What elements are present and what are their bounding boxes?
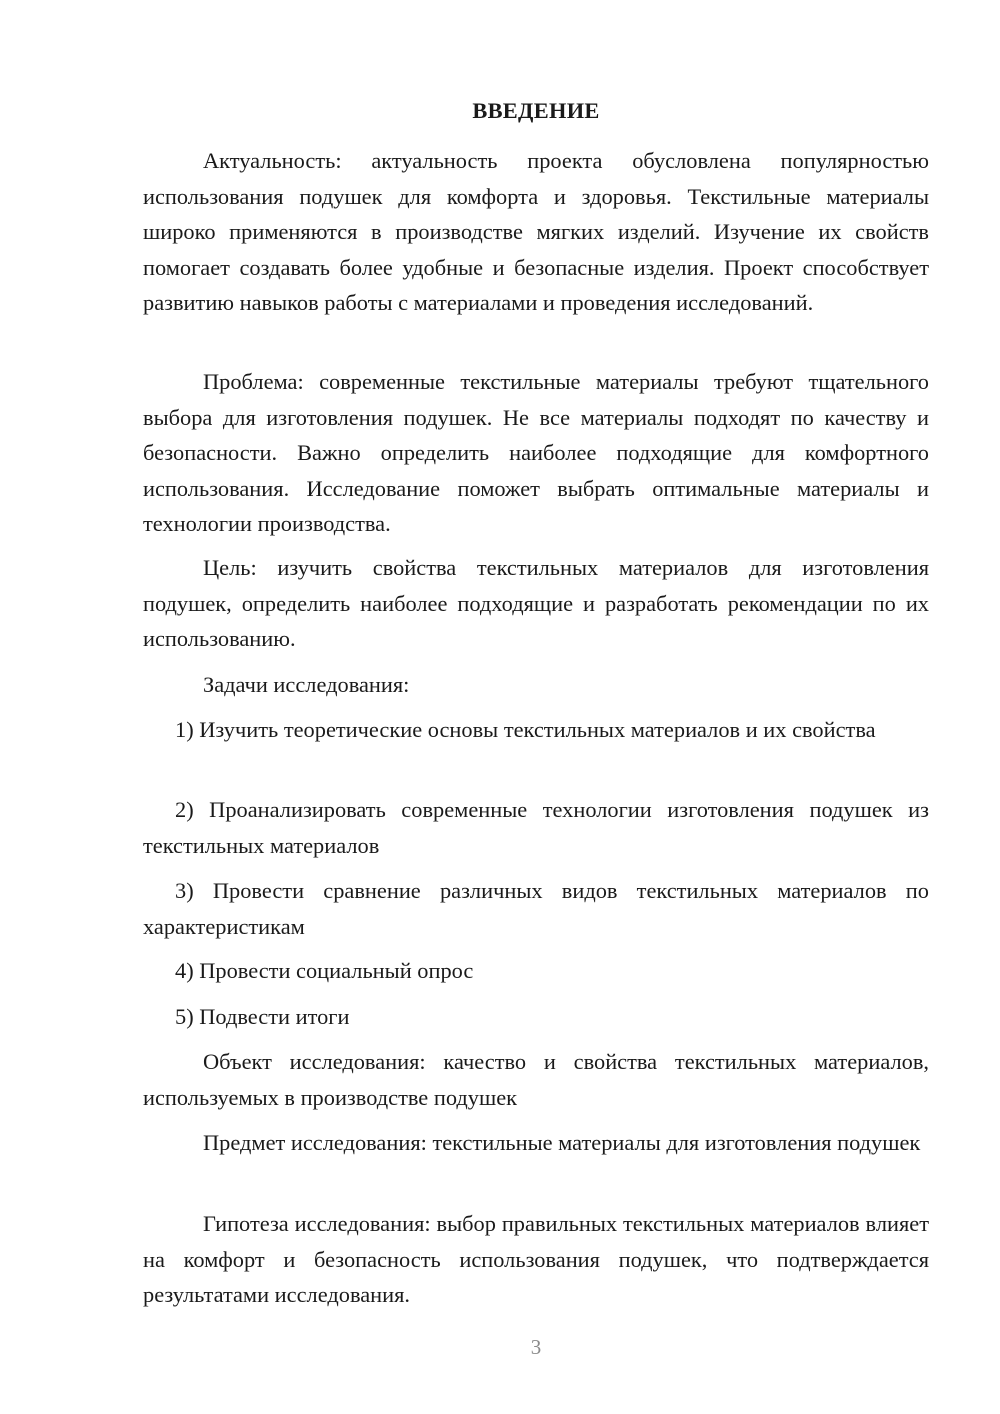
tasks-heading: Задачи исследования: bbox=[203, 672, 410, 697]
goal-paragraph: Цель: изучить свойства текстильных материалов для изготовления подушек, определить наиболее подходящие и разработать рекомендации по их использованию. bbox=[143, 555, 929, 651]
relevance-paragraph: Актуальность: актуальность проекта обусловлена популярностью использования подушек для комфорта и здоровья. Текстильные материалы широко применяются в производстве мягких изделий. Изучение их свойств помогает создавать более удобные и безопасные изделия. Проект способствует развитию навыков работы с материалами и проведения исследований. bbox=[143, 148, 929, 315]
problem-paragraph: Проблема: современные текстильные материалы требуют тщательного выбора для изготовления подушек. Не все материалы подходят по качеству и безопасности. Важно определить наиболее подходящие для комфортного использования. Исследование поможет выбрать оптимальные материалы и технологии производства. bbox=[143, 369, 929, 536]
object-paragraph: Объект исследования: качество и свойства текстильных материалов, используемых в производстве подушек bbox=[143, 1049, 929, 1110]
task-item-3: 3) Провести сравнение различных видов текстильных материалов по характеристикам bbox=[143, 878, 929, 939]
hypothesis-paragraph: Гипотеза исследования: выбор правильных текстильных материалов влияет на комфорт и безопасность использования подушек, что подтверждается результатами исследования. bbox=[143, 1211, 929, 1307]
task-item-1: 1) Изучить теоретические основы текстильных материалов и их свойства bbox=[175, 717, 876, 742]
subject-paragraph: Предмет исследования: текстильные материалы для изготовления подушек bbox=[203, 1130, 921, 1155]
page-number: 3 bbox=[530, 1335, 542, 1359]
task-item-5: 5) Подвести итоги bbox=[175, 1004, 350, 1029]
page-title: ВВЕДЕНИЕ bbox=[472, 98, 600, 123]
task-item-4: 4) Провести социальный опрос bbox=[175, 958, 474, 983]
task-item-2: 2) Проанализировать современные технологии изготовления подушек из текстильных материалов bbox=[143, 797, 929, 858]
